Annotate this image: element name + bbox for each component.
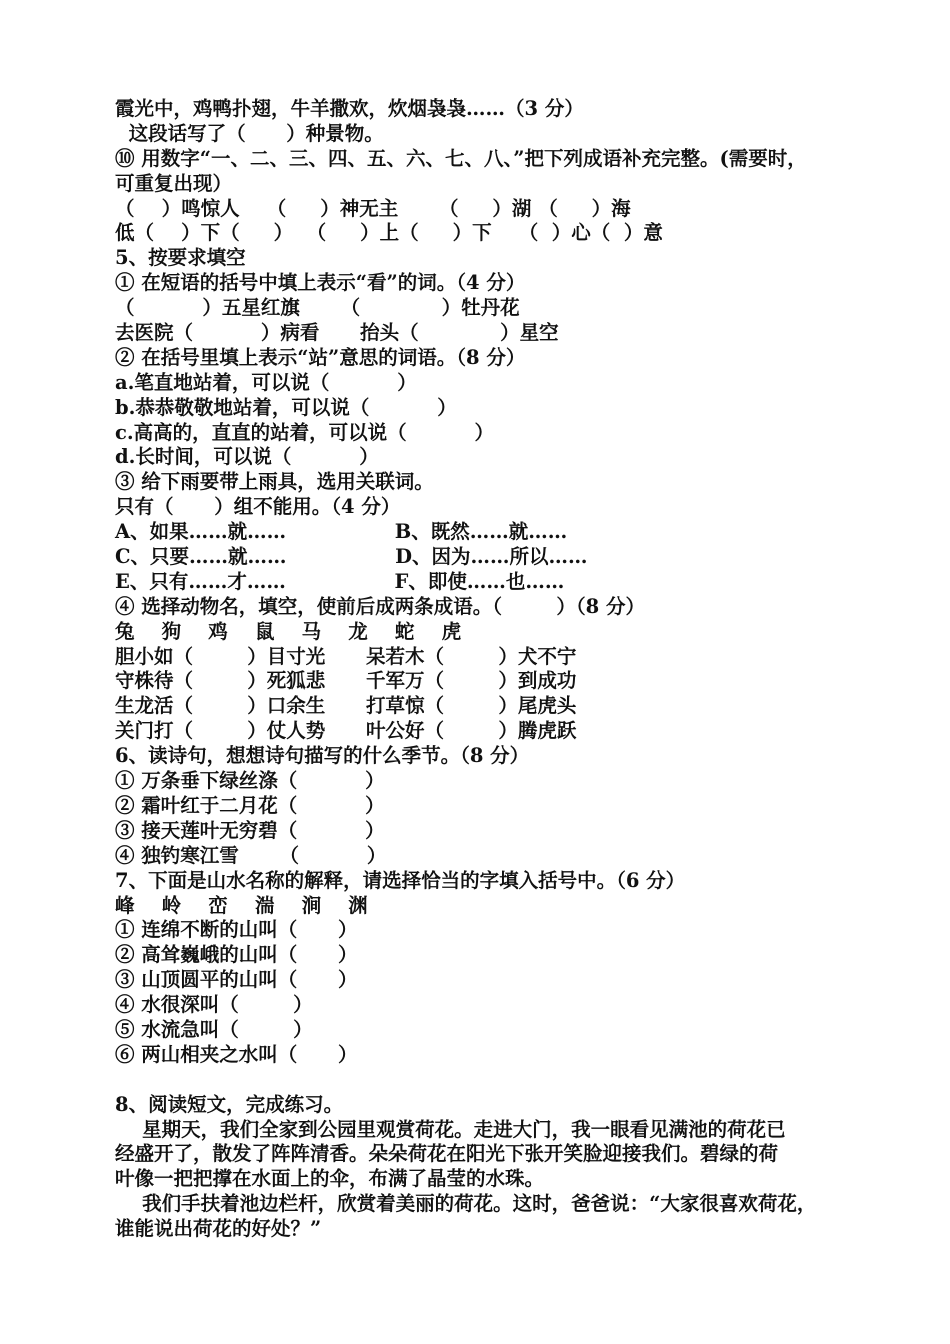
word-bank: 峰 岭 峦 湍 涧 渊: [115, 893, 368, 917]
option-line: A、如果……就…… B、既然……就……: [115, 520, 568, 544]
text-line: 低（ ）下（ ） （ ）上（ ）下 （ ）心（ ）意: [115, 221, 663, 245]
text-line: ⑥ 两山相夹之水叫（ ）: [115, 1042, 358, 1066]
text-line: ④ 水很深叫（ ）: [115, 993, 313, 1017]
text-line: ③ 接天莲叶无穷碧（ ）: [115, 818, 385, 842]
text-line: ③ 山顶圆平的山叫（ ）: [115, 968, 358, 992]
text-line: ⑩ 用数字“一、二、三、四、五、六、七、八、”把下列成语补充完整。(需要时，: [115, 146, 807, 170]
text-line: d.长时间，可以说（ ）: [115, 445, 379, 469]
text-line: ① 万条垂下绿丝涤（ ）: [115, 769, 385, 793]
text-line: ④ 独钓寒江雪 （ ）: [115, 843, 387, 867]
section-heading: 6、读诗句，想想诗句描写的什么季节。（8 分）: [115, 744, 530, 768]
text-line: ① 在短语的括号中填上表示“看”的词。（4 分）: [115, 271, 526, 295]
section-heading: 7、下面是山水名称的解释，请选择恰当的字填入括号中。（6 分）: [115, 868, 686, 892]
text-line: 守株待（ ）死狐悲 千军万（ ）到成功: [115, 669, 577, 693]
text-line: ② 高耸巍峨的山叫（ ）: [115, 943, 358, 967]
text-line: （ ）鸣惊人 （ ）神无主 （ ）湖 （ ）海: [115, 196, 631, 220]
text-line: ② 在括号里填上表示“站”意思的词语。（8 分）: [115, 345, 526, 369]
text-line: b.恭恭敬敬地站着，可以说（ ）: [115, 395, 457, 419]
text-line: 这段话写了（ ）种景物。: [115, 121, 384, 145]
text-line: ① 连绵不断的山叫（ ）: [115, 918, 358, 942]
text-line: 可重复出现）: [115, 171, 233, 195]
passage-line: 我们手扶着池边栏杆，欣赏着美丽的荷花。这时，爸爸说：“大家很喜欢荷花，: [115, 1192, 817, 1216]
text-line: a.笔直地站着，可以说（ ）: [115, 370, 417, 394]
text-line: 去医院（ ）病看 抬头（ ）星空: [115, 321, 559, 345]
text-line: 生龙活（ ）口余生 打草惊（ ）尾虎头: [115, 694, 577, 718]
blank-line: [115, 1068, 875, 1093]
text-line: c.高高的，直直的站着，可以说（ ）: [115, 420, 495, 444]
passage-line: 谁能说出荷花的好处？”: [115, 1217, 322, 1241]
passage-line: 叶像一把把撑在水面上的伞，布满了晶莹的水珠。: [115, 1167, 545, 1191]
text-line: 关门打（ ）仗人势 叶公好（ ）腾虎跃: [115, 719, 577, 743]
passage-line: 经盛开了，散发了阵阵清香。朵朵荷花在阳光下张开笑脸迎接我们。碧绿的荷: [115, 1142, 779, 1166]
text-line: 霞光中，鸡鸭扑翅，牛羊撒欢，炊烟袅袅……（3 分）: [115, 97, 584, 120]
section-heading: 8、阅读短文，完成练习。: [115, 1092, 344, 1116]
text-line: ③ 给下雨要带上雨具，选用关联词。: [115, 470, 434, 494]
text-line: ④ 选择动物名，填空，使前后成两条成语。（ ）（8 分）: [115, 594, 645, 618]
text-line: （ ）五星红旗 （ ）牡丹花: [115, 296, 520, 320]
text-line: ⑤ 水流急叫（ ）: [115, 1017, 313, 1041]
text-line: 胆小如（ ）目寸光 呆若木（ ）犬不宁: [115, 644, 577, 668]
text-line: 只有（ ）组不能用。（4 分）: [115, 495, 401, 519]
exam-page: [115, 97, 875, 1242]
text-line: ② 霜叶红于二月花（ ）: [115, 793, 385, 817]
word-bank: 兔 狗 鸡 鼠 马 龙 蛇 虎: [115, 619, 462, 643]
section-heading: 5、按要求填空: [115, 246, 246, 270]
passage-line: 星期天，我们全家到公园里观赏荷花。走进大门，我一眼看见满池的荷花已: [115, 1117, 786, 1141]
option-line: E、只有……才…… F、即使……也……: [115, 569, 565, 593]
option-line: C、只要……就…… D、因为……所以……: [115, 545, 588, 569]
